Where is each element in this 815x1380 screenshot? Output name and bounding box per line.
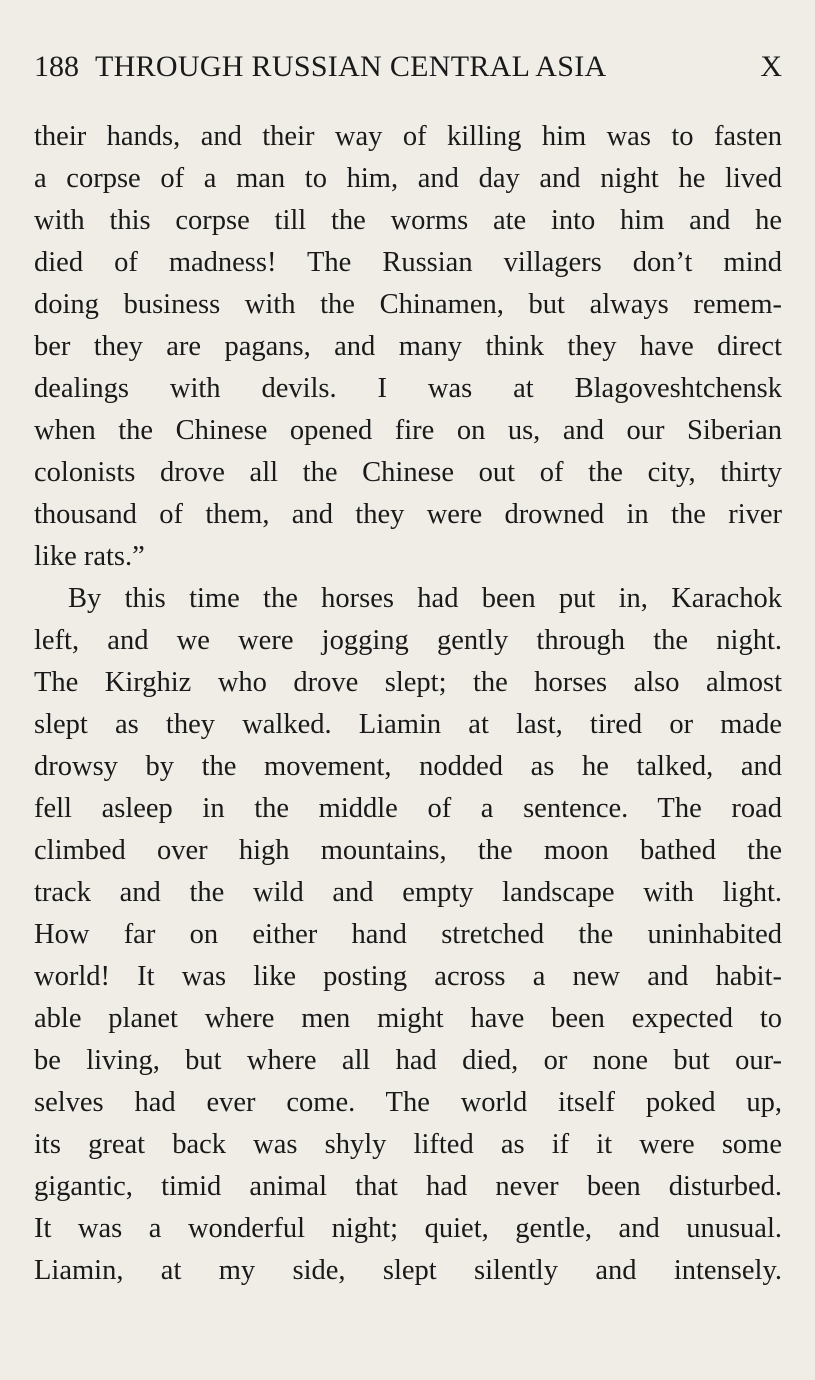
text-line: thousand of them, and they were drowned in the river [34,499,782,530]
body-text [34,116,782,1292]
text-line: slept as they walked. Liamin at last, tired or made [34,709,782,740]
text-line: with this corpse till the worms ate into him and he [34,205,782,236]
text-line: fell asleep in the middle of a sentence. The road [34,793,782,824]
text-line: It was a wonderful night; quiet, gentle, and unusual. [34,1213,782,1244]
text-line: be living, but where all had died, or none but our- [34,1045,782,1076]
text-line: gigantic, timid animal that had never been disturbed. [34,1171,782,1202]
page-number: 188 [34,50,79,83]
paragraph-1 [34,116,782,578]
text-line: The Kirghiz who drove slept; the horses also almost [34,667,782,698]
paragraph-2 [34,578,782,1292]
text-line: track and the wild and empty landscape with light. [34,877,782,908]
running-header [34,50,782,90]
text-line: Liamin, at my side, slept silently and intensely. [34,1255,782,1286]
text-line: dealings with devils. I was at Blagoveshtchensk [34,373,782,404]
text-line: died of madness! The Russian villagers don’t mind [34,247,782,278]
text-line: world! It was like posting across a new and habit- [34,961,782,992]
text-line: By this time the horses had been put in, Karachok [68,583,782,614]
text-line: when the Chinese opened fire on us, and our Siberian [34,415,782,446]
text-line: like rats.” [34,541,145,572]
running-title: THROUGH RUSSIAN CENTRAL ASIA [95,50,607,83]
text-line: doing business with the Chinamen, but always remem- [34,289,782,320]
text-line: its great back was shyly lifted as if it were some [34,1129,782,1160]
text-line: drowsy by the movement, nodded as he talked, and [34,751,782,782]
text-line: selves had ever come. The world itself poked up, [34,1087,782,1118]
text-line: colonists drove all the Chinese out of the city, thirty [34,457,782,488]
text-line: How far on either hand stretched the uninhabited [34,919,782,950]
text-line: a corpse of a man to him, and day and night he lived [34,163,782,194]
text-line: ber they are pagans, and many think they have direct [34,331,782,362]
text-line: their hands, and their way of killing him was to fasten [34,121,782,152]
text-line: climbed over high mountains, the moon bathed the [34,835,782,866]
chapter-number: X [760,50,782,83]
text-line: left, and we were jogging gently through the night. [34,625,782,656]
text-line: able planet where men might have been expected to [34,1003,782,1034]
